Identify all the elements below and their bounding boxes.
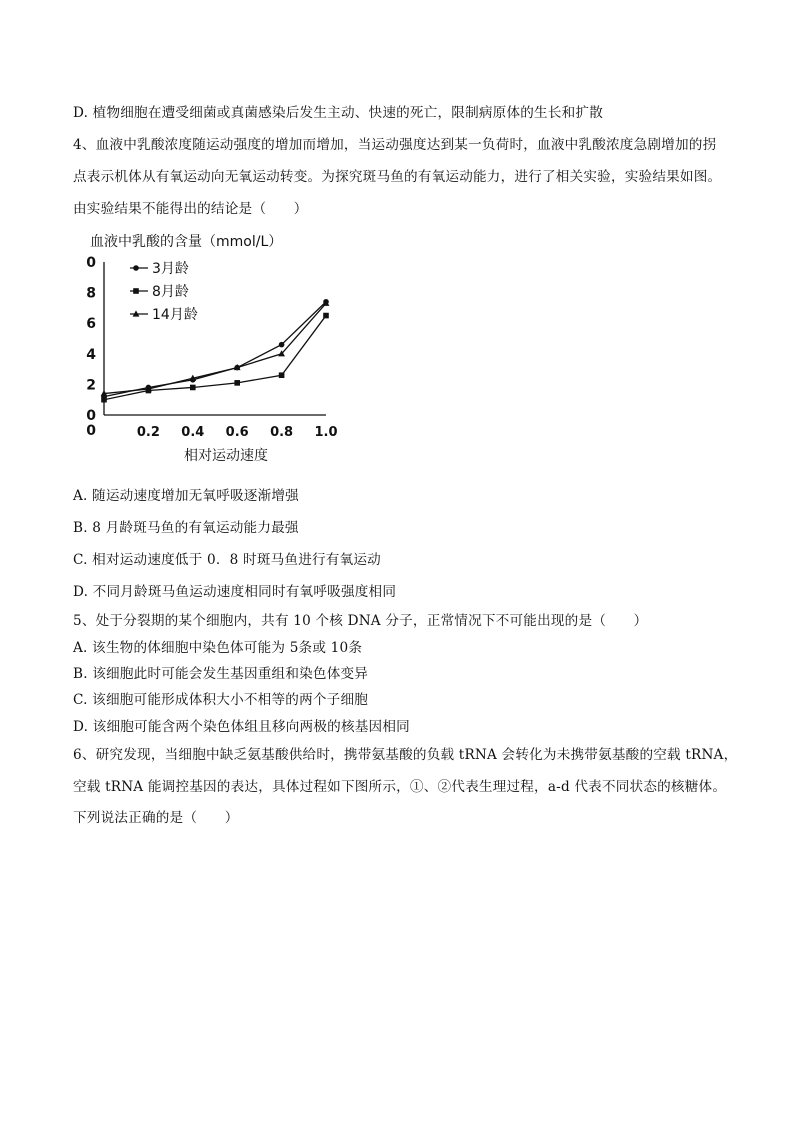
chart-axes — [104, 262, 326, 415]
x-tick-label: 1.0 — [314, 425, 338, 440]
chart-legend — [130, 260, 198, 323]
q5-option-b: B. 该细胞此时可能会发生基因重组和染色体变异 — [73, 666, 369, 682]
origin-label: 0 — [86, 423, 96, 439]
y-tick-label: 0 — [86, 408, 96, 424]
lactate-chart-svg — [70, 228, 360, 468]
x-tick-label: 0.6 — [225, 425, 249, 440]
q5-option-c: C. 该细胞可能形成体积大小不相等的两个子细胞 — [73, 692, 369, 708]
lactate-chart — [70, 228, 360, 468]
series-line — [104, 303, 326, 393]
x-tick-label: 0.2 — [136, 425, 160, 440]
q5-option-d: D. 该细胞可能含两个染色体组且移向两极的核基因相同 — [73, 719, 410, 735]
q6-stem-line1: 6、研究发现，当细胞中缺乏氨基酸供给时，携带氨基酸的负载 tRNA 会转化为未携带氨基酸的空载 tRNA， — [73, 747, 738, 763]
series-line — [104, 316, 326, 400]
q4-option-a: A. 随运动速度增加无氧呼吸逐渐增强 — [73, 488, 299, 504]
point-marker-square — [133, 288, 139, 294]
y-tick-label: 0 — [86, 255, 96, 271]
q4-option-c: C. 相对运动速度低于 0．8 时斑马鱼进行有氧运动 — [73, 552, 381, 568]
x-tick-label: 0.8 — [270, 425, 294, 440]
q4-stem-line1: 4、血液中乳酸浓度随运动强度的增加而增加，当运动强度达到某一负荷时，血液中乳酸浓度急剧增加的拐 — [73, 137, 717, 153]
q6-stem-line2: 空载 tRNA 能调控基因的表达，具体过程如下图所示，①、②代表生理过程，a-d 代表不同状态的核糖体。 — [73, 779, 727, 795]
point-marker-circle — [133, 265, 139, 271]
y-tick-label: 8 — [86, 285, 96, 302]
q4-option-b: B. 8 月龄斑马鱼的有氧运动能力最强 — [73, 520, 299, 536]
x-tick-labels — [137, 425, 338, 440]
point-marker-square — [234, 380, 240, 386]
point-marker-square — [101, 397, 107, 403]
x-axis-label: 相对运动速度 — [184, 448, 268, 464]
q4-stem-line2: 点表示机体从有氧运动向无氧运动转变。为探究斑马鱼的有氧运动能力，进行了相关实验，实验结果如图。 — [73, 169, 722, 185]
q6-stem-line3: 下列说法正确的是（ ） — [73, 810, 239, 826]
chart-title: 血液中乳酸的含量（mmol/L） — [90, 234, 283, 250]
legend-label: 14月龄 — [152, 307, 198, 323]
x-tick-label: 0.4 — [181, 425, 205, 440]
point-marker-square — [323, 313, 329, 319]
q3-option-d: D. 植物细胞在遭受细菌或真菌感染后发生主动、快速的死亡，限制病原体的生长和扩散 — [73, 105, 604, 121]
point-marker-square — [279, 372, 285, 378]
point-marker-square — [190, 385, 196, 391]
q5-option-a: A. 该生物的体细胞中染色体可能为 5条或 10条 — [73, 640, 363, 656]
q5-stem: 5、处于分裂期的某个细胞内，共有 10 个核 DNA 分子，正常情况下不可能出现的是（ ） — [73, 613, 648, 629]
y-tick-label: 6 — [86, 316, 96, 333]
legend-label: 8月龄 — [152, 284, 189, 300]
q4-option-d: D. 不同月龄斑马鱼运动速度相同时有氧呼吸强度相同 — [73, 584, 397, 600]
y-tick-label: 4 — [86, 346, 96, 363]
legend-label: 3月龄 — [152, 261, 189, 277]
q4-stem-line3: 由实验结果不能得出的结论是（ ） — [73, 201, 308, 217]
series-square — [101, 313, 329, 403]
point-marker-circle — [279, 342, 285, 348]
y-tick-label: 2 — [86, 377, 96, 394]
y-tick-labels — [86, 255, 96, 439]
